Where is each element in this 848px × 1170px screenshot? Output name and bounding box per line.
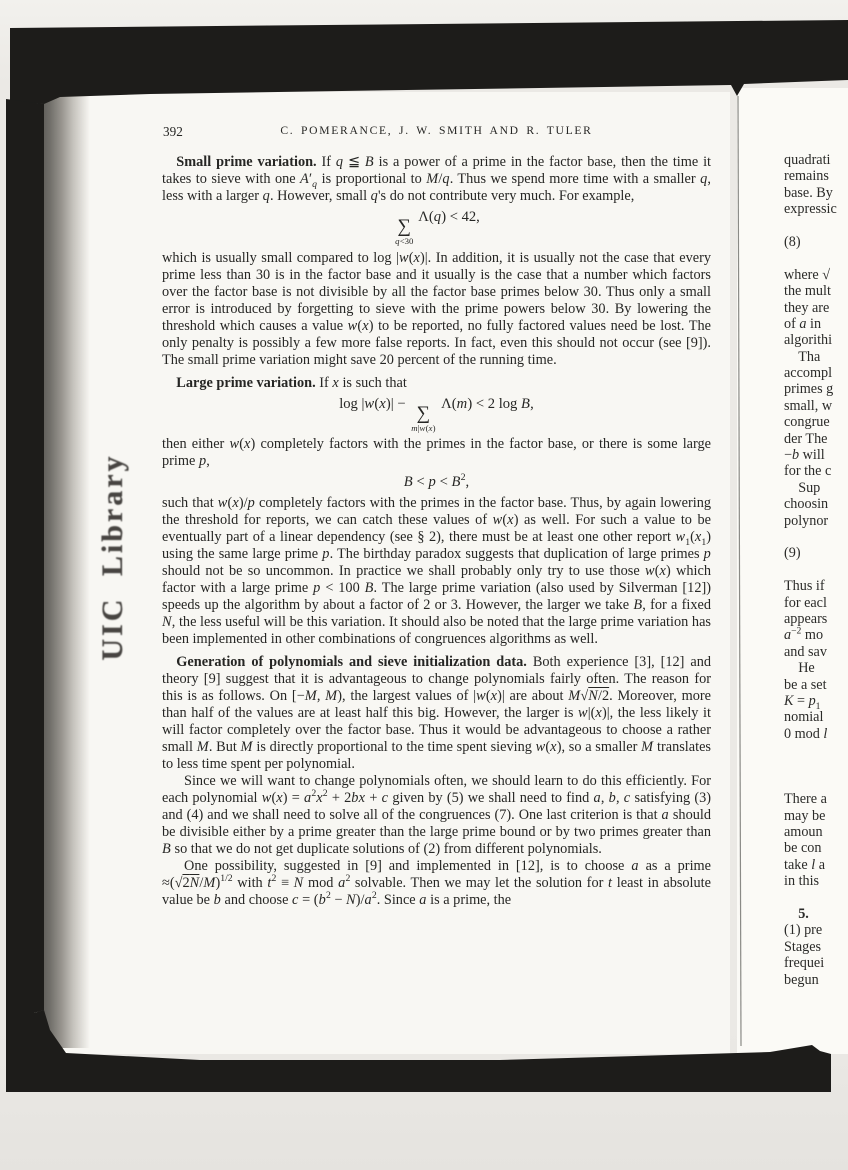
next-page-line: be a set xyxy=(784,676,827,693)
next-page-line: 0 mod l xyxy=(784,725,828,742)
next-page-line: they are xyxy=(784,299,830,316)
library-stamp-text: UIC Library xyxy=(96,453,129,661)
next-page-line: frequei xyxy=(784,955,825,972)
next-page-line: (1) pre xyxy=(784,922,823,939)
paragraph: which is usually small compared to log |w(x)|. In addition, it is usually not the case that every prime less than 30 is in the factor base and it usually is the case that a number which factors over the factor base is not divisible by all the factor base primes below 30. Thus only a small error is introduced by forgetting to sieve with the prime powers below 30. By lowering the threshold which causes a value w(x) to be reported, no fully factored values need be lost. The only penalty is possibly a few more false reports. In fact, even this should not occur (see [9]). The small prime variation might save 20 percent of the running time. xyxy=(162,249,712,368)
next-page-line xyxy=(784,890,848,906)
display-formula: ∑ q<30 Λ(q) < 42, xyxy=(395,209,480,246)
next-page-line: begun xyxy=(784,971,819,988)
next-page-line: Tha xyxy=(784,348,821,365)
next-page-line xyxy=(784,529,848,545)
book-page-392 xyxy=(58,92,730,1054)
next-page-line: in this xyxy=(784,873,820,890)
page-header xyxy=(162,124,711,140)
next-page-line: amoun xyxy=(784,824,823,841)
next-page-line: (9) xyxy=(784,545,801,562)
running-title: C. POMERANCE, J. W. SMITH AND R. TULER xyxy=(280,124,593,137)
paragraph-lead: Small prime variation. xyxy=(176,154,317,170)
paragraph: Since we will want to change polynomials often, we should learn to do this efficiently. For each polynomial $w(x) = a^2x^2 + 2bx + c$ given by (5) we shall need to find a, b, c satisfying (3) and (4) and we shall need to solve all of the congruences (7). One last criterion is that a should be divisible either by a prime greater than the large prime bound or by two primes greater than B so that we do not get duplicate solutions of (2) from different polynomials. xyxy=(162,773,711,858)
paragraph: Large prime variation. If x is such that xyxy=(176,374,407,391)
next-page-line: algorithi xyxy=(784,332,833,349)
book-gutter-shadow xyxy=(38,96,90,1048)
page-number: 392 xyxy=(163,124,183,139)
next-page-line: $K = p_1$ xyxy=(784,692,821,712)
next-page-line: polynor xyxy=(784,512,829,529)
display-formula: log |w(x)| − ∑ m|w(x) Λ(m) < 2 log B, xyxy=(339,395,534,433)
next-page-line xyxy=(784,562,848,578)
next-page-line xyxy=(784,250,848,266)
next-page-edge xyxy=(737,88,848,1054)
next-page-line: accompl xyxy=(784,365,833,382)
next-page-line: and sav xyxy=(784,643,827,660)
next-page-line: take l a xyxy=(784,856,825,873)
next-page-line: −b will xyxy=(784,447,825,464)
page-content xyxy=(162,124,711,909)
next-page-line: where √ xyxy=(784,266,830,283)
article xyxy=(162,154,711,909)
paragraph-lead: Large prime variation. xyxy=(176,374,316,391)
next-page-text xyxy=(784,152,848,988)
next-page-line xyxy=(784,742,848,758)
next-page-line: der The xyxy=(784,430,828,447)
next-page-line: choosin xyxy=(784,496,829,513)
paragraph-lead: Generation of polynomials and sieve initialization data. xyxy=(176,654,527,671)
next-page-line: (8) xyxy=(784,233,801,250)
next-page-line xyxy=(784,758,848,774)
next-page-line: primes g xyxy=(784,381,834,398)
paragraph: then either w(x) completely factors with the primes in the factor base, or there is some large prime p, xyxy=(162,436,712,470)
next-page-line: be con xyxy=(784,840,822,857)
next-page-line: There a xyxy=(784,791,827,808)
next-page-line: nomial xyxy=(784,709,824,726)
next-page-line: expressic xyxy=(784,201,837,218)
next-page-line: $a^{-2}$ mo xyxy=(784,625,824,644)
next-page-line: congrue xyxy=(784,414,830,431)
paragraph: One possibility, suggested in [9] and implemented in [12], is to choose a as a prime $\approx(√2N/M)^{1/2}$ with $t^2 \equiv N$ mod $a^2$ solvable. Then we may let the solution for t least in absolute value be b and choose $c = (b^2 - N)/a^2$. Since a is a prime, the xyxy=(162,858,712,909)
next-page-line: Sup xyxy=(784,479,821,496)
next-page-line: for eacl xyxy=(784,594,827,611)
next-page-line: quadrati xyxy=(784,152,831,168)
next-page-line: the mult xyxy=(784,283,831,300)
next-page-line: base. By xyxy=(784,184,833,201)
next-page-line xyxy=(784,775,848,791)
next-page-line: remains xyxy=(784,168,829,185)
paragraph: such that w(x)/p completely factors with the primes in the factor base. Thus, by again lowering the threshold for reports, we can catch these values of w(x) as well. For such a value to be eventually part of a linear dependency (see § 2), there must be at least one other report $w_1(x_1)$ using the same large prime p. The birthday paradox suggests that duplication of large primes p should not be so uncommon. In practice we shall probably only try to use those w(x) which factor with a large prime p < 100 B. The large prime variation (also used by Silverman [12]) speeds up the algorithm by about a factor of 2 or 3. However, the larger we take B, for a fixed N, the less useful will be this variation. It should also be noted that the large prime variation has been implemented in other combinations of congruences algorithms as well. xyxy=(162,495,712,648)
paragraph: Generation of polynomials and sieve initialization data. Both experience [3], [12] and theory [9] suggest that it is advantageous to change polynomials fairly often. The reason for this is as follows. On [−M, M), the largest values of |w(x)| are about M√N/2. Moreover, more than half of the values are at least half this big. However, the larger is w|(x)|, the less likely it will factor completely over the factor base. Thus it would be advantageous to choose a rather small M. But M is directly proportional to the time spent sieving w(x), so a smaller M translates to less time spent per polynomial. xyxy=(162,654,712,773)
next-page-line: appears xyxy=(784,610,828,627)
library-stamp xyxy=(86,438,140,676)
next-page-line: Stages xyxy=(784,938,822,955)
next-page-line: Thus if xyxy=(784,578,825,595)
next-page-line: 5. xyxy=(798,905,809,922)
next-page-line: for the c xyxy=(784,463,832,480)
next-page-line: may be xyxy=(784,807,826,824)
paragraph: Small prime variation. If q ≦ B is a power of a prime in the factor base, then the time it takes to sieve with one $A'_q$ is proportional to M/q. Thus we spend more time with a smaller q, less with a larger q. However, small q's do not contribute very much. For example, xyxy=(162,154,712,204)
next-page-line: small, w xyxy=(784,397,833,414)
next-page-line xyxy=(784,218,848,234)
next-page-line: of a in xyxy=(784,315,822,332)
next-page-line: He xyxy=(784,660,815,677)
display-formula: $B < p < B^2$, xyxy=(403,472,470,491)
